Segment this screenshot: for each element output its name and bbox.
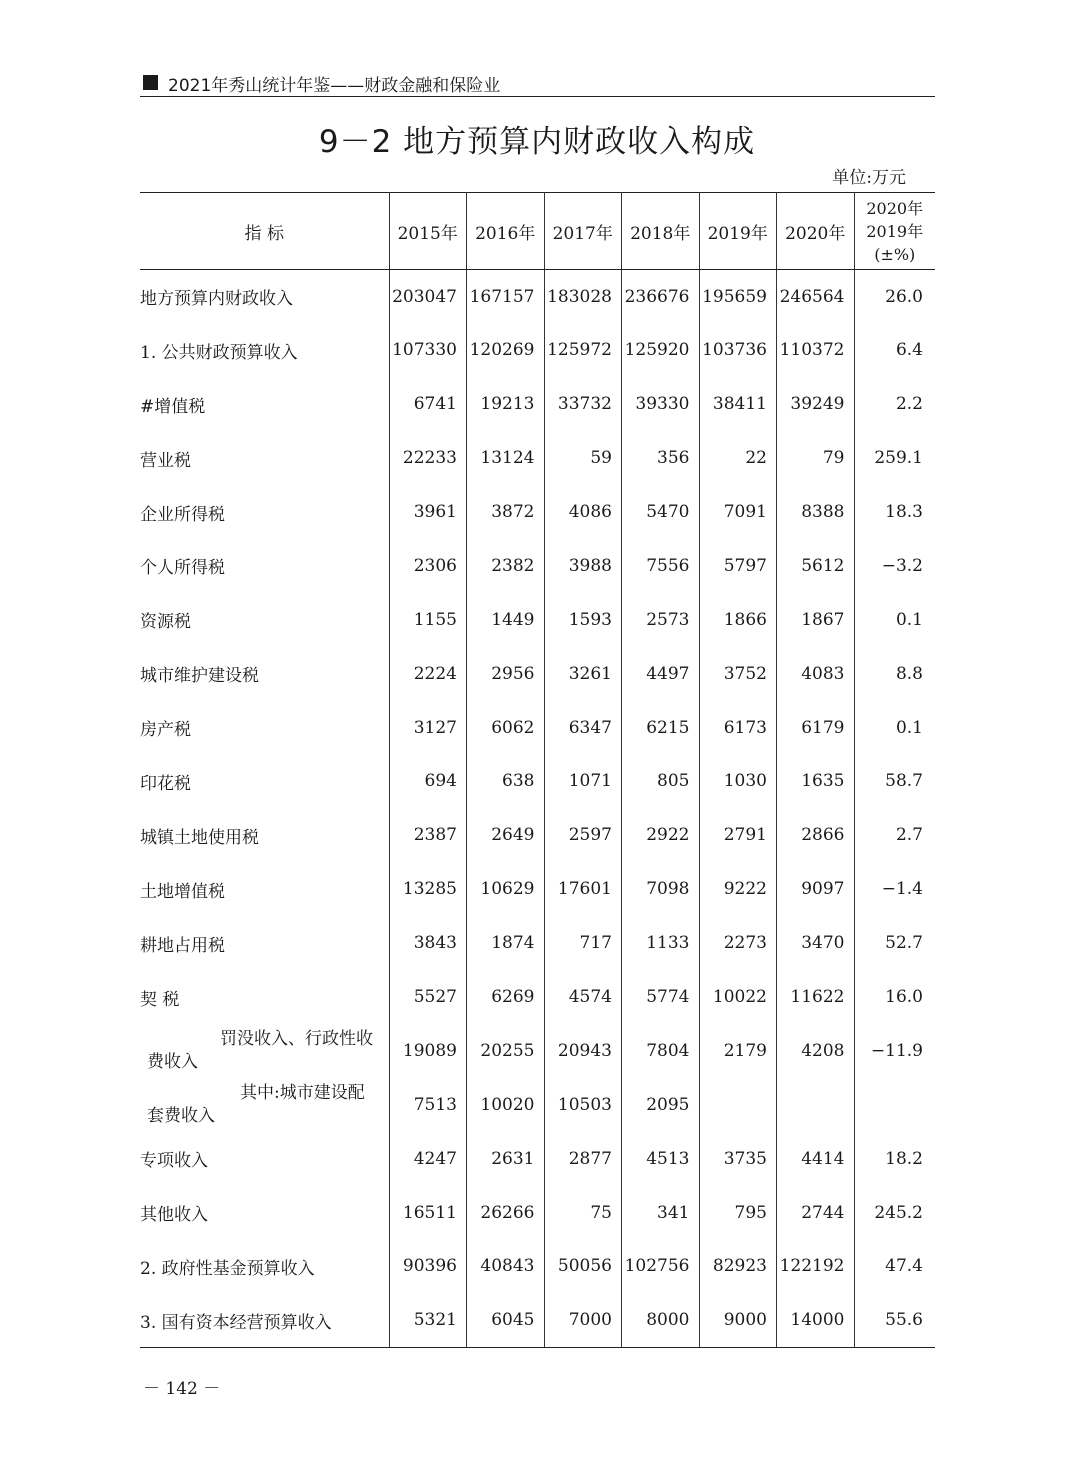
cell-value: 10503 bbox=[544, 1078, 622, 1132]
cell-value: 39330 bbox=[622, 377, 700, 431]
table-row bbox=[140, 1293, 935, 1347]
cell-value: 2922 bbox=[622, 808, 700, 862]
cell-value: 7804 bbox=[622, 1024, 700, 1078]
header-year: 2017年 bbox=[544, 193, 622, 270]
table-row bbox=[140, 862, 935, 916]
cell-value: 20255 bbox=[467, 1024, 545, 1078]
header-year: 2015年 bbox=[389, 193, 467, 270]
cell-value: 22233 bbox=[389, 431, 467, 485]
cell-value: 125972 bbox=[544, 323, 622, 377]
cell-change: 52.7 bbox=[885, 933, 923, 954]
table-row bbox=[140, 916, 935, 970]
cell-value: 3843 bbox=[389, 916, 467, 970]
cell-value: 4086 bbox=[544, 485, 622, 539]
cell-value: 2179 bbox=[699, 1024, 777, 1078]
cell-value: 6347 bbox=[544, 701, 622, 755]
cell-value: 1071 bbox=[544, 755, 622, 809]
cell-value: 638 bbox=[467, 755, 545, 809]
row-label: 耕地占用税 bbox=[140, 916, 389, 970]
cell-value: 2306 bbox=[389, 539, 467, 593]
cell-value: 3988 bbox=[544, 539, 622, 593]
table-row bbox=[140, 1078, 935, 1132]
cell-value: 7556 bbox=[622, 539, 700, 593]
table-row bbox=[140, 808, 935, 862]
cell-value: 4083 bbox=[777, 647, 855, 701]
table-row bbox=[140, 647, 935, 701]
cell-value: 125920 bbox=[622, 323, 700, 377]
cell-value: 195659 bbox=[699, 270, 777, 324]
cell-change: 26.0 bbox=[885, 286, 923, 307]
cell-value: 26266 bbox=[467, 1186, 545, 1240]
row-label: 地方预算内财政收入 bbox=[140, 270, 389, 324]
cell-value: 2095 bbox=[622, 1078, 700, 1132]
cell-value: 1874 bbox=[467, 916, 545, 970]
cell-value: 10629 bbox=[467, 862, 545, 916]
cell-value: 5612 bbox=[777, 539, 855, 593]
cell-value: 82923 bbox=[699, 1240, 777, 1294]
cell-value: 39249 bbox=[777, 377, 855, 431]
cell-value: 2224 bbox=[389, 647, 467, 701]
cell-value: 4497 bbox=[622, 647, 700, 701]
cell-value: 19213 bbox=[467, 377, 545, 431]
table-row bbox=[140, 270, 935, 324]
cell-value: 40843 bbox=[467, 1240, 545, 1294]
row-label: 3. 国有资本经营预算收入 bbox=[140, 1293, 389, 1347]
table-row bbox=[140, 593, 935, 647]
cell-value: 10022 bbox=[699, 970, 777, 1024]
cell-value: 10020 bbox=[467, 1078, 545, 1132]
cell-value: 5470 bbox=[622, 485, 700, 539]
table-row bbox=[140, 485, 935, 539]
header-pct-line1: 2020年 bbox=[866, 198, 924, 218]
table-row bbox=[140, 701, 935, 755]
cell-value: 2791 bbox=[699, 808, 777, 862]
table-row bbox=[140, 431, 935, 485]
cell-value: 75 bbox=[544, 1186, 622, 1240]
header-year: 2019年 bbox=[699, 193, 777, 270]
cell-value: 6062 bbox=[467, 701, 545, 755]
cell-value: 1866 bbox=[699, 593, 777, 647]
row-label: 专项收入 bbox=[140, 1132, 389, 1186]
cell-value: 19089 bbox=[389, 1024, 467, 1078]
unit-label: 单位:万元 bbox=[832, 168, 906, 188]
cell-value: 4247 bbox=[389, 1132, 467, 1186]
row-label: 印花税 bbox=[140, 755, 389, 809]
cell-value: 120269 bbox=[467, 323, 545, 377]
cell-change: −1.4 bbox=[881, 879, 923, 900]
cell-value: 7098 bbox=[622, 862, 700, 916]
cell-value: 8388 bbox=[777, 485, 855, 539]
cell-value: 1867 bbox=[777, 593, 855, 647]
cell-value: 6045 bbox=[467, 1293, 545, 1347]
header-pct-line2: 2019年 bbox=[866, 221, 924, 241]
cell-value: 14000 bbox=[777, 1293, 855, 1347]
row-label bbox=[140, 1078, 389, 1132]
row-label-line1: 其中:城市建设配 bbox=[240, 1082, 365, 1103]
cell-value: 59 bbox=[544, 431, 622, 485]
cell-value: 102756 bbox=[622, 1240, 700, 1294]
cell-change: 0.1 bbox=[895, 609, 923, 630]
table-row bbox=[140, 1132, 935, 1186]
row-label: 契 税 bbox=[140, 970, 389, 1024]
header-year: 2018年 bbox=[622, 193, 700, 270]
row-label: 资源税 bbox=[140, 593, 389, 647]
cell-value: 50056 bbox=[544, 1240, 622, 1294]
revenue-table bbox=[140, 192, 935, 1348]
cell-value: 2273 bbox=[699, 916, 777, 970]
cell-value: 356 bbox=[622, 431, 700, 485]
cell-value: 22 bbox=[699, 431, 777, 485]
cell-value: 110372 bbox=[777, 323, 855, 377]
cell-value: 2956 bbox=[467, 647, 545, 701]
row-label: #增值税 bbox=[140, 377, 389, 431]
cell-value: 90396 bbox=[389, 1240, 467, 1294]
row-label: 城市维护建设税 bbox=[140, 647, 389, 701]
cell-value: 2597 bbox=[544, 808, 622, 862]
cell-value: 5527 bbox=[389, 970, 467, 1024]
row-label: 营业税 bbox=[140, 431, 389, 485]
table-row bbox=[140, 323, 935, 377]
cell-value: 2382 bbox=[467, 539, 545, 593]
cell-change: 0.1 bbox=[895, 717, 923, 738]
cell-value: 20943 bbox=[544, 1024, 622, 1078]
cell-value: 2573 bbox=[622, 593, 700, 647]
cell-value: 38411 bbox=[699, 377, 777, 431]
row-label-line1: 罚没收入、行政性收 bbox=[220, 1028, 373, 1049]
table-row bbox=[140, 377, 935, 431]
cell-change: 47.4 bbox=[885, 1256, 923, 1277]
cell-change: 18.2 bbox=[885, 1148, 923, 1169]
cell-change: −11.9 bbox=[870, 1040, 923, 1061]
row-label-line2: 费收入 bbox=[147, 1051, 198, 1072]
cell-value: 3470 bbox=[777, 916, 855, 970]
cell-value: 7091 bbox=[699, 485, 777, 539]
cell-value: 1593 bbox=[544, 593, 622, 647]
row-label: 房产税 bbox=[140, 701, 389, 755]
cell-value: 236676 bbox=[622, 270, 700, 324]
table-row bbox=[140, 1024, 935, 1078]
cell-change: 8.8 bbox=[895, 663, 923, 684]
cell-value: 13285 bbox=[389, 862, 467, 916]
cell-value: 7000 bbox=[544, 1293, 622, 1347]
cell-change: 2.7 bbox=[895, 825, 923, 846]
header-indicator: 指 标 bbox=[140, 193, 389, 270]
cell-value: 16511 bbox=[389, 1186, 467, 1240]
cell-change: 259.1 bbox=[874, 448, 923, 469]
cell-value: 5774 bbox=[622, 970, 700, 1024]
cell-value: 3735 bbox=[699, 1132, 777, 1186]
cell-value: 17601 bbox=[544, 862, 622, 916]
cell-value: 7513 bbox=[389, 1078, 467, 1132]
row-label: 企业所得税 bbox=[140, 485, 389, 539]
cell-value: 2649 bbox=[467, 808, 545, 862]
table-row bbox=[140, 539, 935, 593]
table-row bbox=[140, 755, 935, 809]
table-row bbox=[140, 970, 935, 1024]
cell-change: 245.2 bbox=[874, 1202, 923, 1223]
cell-value: 9097 bbox=[777, 862, 855, 916]
cell-value: 3752 bbox=[699, 647, 777, 701]
cell-value: 3872 bbox=[467, 485, 545, 539]
header-year: 2020年 bbox=[777, 193, 855, 270]
cell-value: 6173 bbox=[699, 701, 777, 755]
cell-change: 58.7 bbox=[885, 771, 923, 792]
running-head-text: 2021年秀山统计年鉴——财政金融和保险业 bbox=[168, 76, 501, 96]
row-label-line2: 套费收入 bbox=[147, 1105, 215, 1126]
cell-change: 55.6 bbox=[854, 1293, 935, 1347]
cell-value: 2631 bbox=[467, 1132, 545, 1186]
cell-value: 183028 bbox=[544, 270, 622, 324]
cell-value: 3127 bbox=[389, 701, 467, 755]
cell-value: 1449 bbox=[467, 593, 545, 647]
cell-value: 107330 bbox=[389, 323, 467, 377]
cell-value: 122192 bbox=[777, 1240, 855, 1294]
cell-value: 246564 bbox=[777, 270, 855, 324]
header-change-pct bbox=[854, 193, 935, 270]
cell-value: 11622 bbox=[777, 970, 855, 1024]
table-row bbox=[140, 1240, 935, 1294]
cell-change: 6.4 bbox=[895, 340, 923, 361]
cell-value: 3961 bbox=[389, 485, 467, 539]
row-label: 土地增值税 bbox=[140, 862, 389, 916]
cell-value: 103736 bbox=[699, 323, 777, 377]
cell-value: 1133 bbox=[622, 916, 700, 970]
cell-value: 13124 bbox=[467, 431, 545, 485]
cell-value: 6269 bbox=[467, 970, 545, 1024]
cell-value: 4574 bbox=[544, 970, 622, 1024]
cell-value: 6179 bbox=[777, 701, 855, 755]
row-label bbox=[140, 1024, 389, 1078]
cell-change: 18.3 bbox=[885, 502, 923, 522]
cell-value: 2744 bbox=[777, 1186, 855, 1240]
cell-value bbox=[777, 1078, 855, 1132]
cell-value: 2877 bbox=[544, 1132, 622, 1186]
header-year: 2016年 bbox=[467, 193, 545, 270]
row-label: 个人所得税 bbox=[140, 539, 389, 593]
cell-value: 5797 bbox=[699, 539, 777, 593]
cell-value: 6215 bbox=[622, 701, 700, 755]
cell-value: 9000 bbox=[699, 1293, 777, 1347]
cell-value: 795 bbox=[699, 1186, 777, 1240]
cell-change bbox=[854, 1078, 935, 1132]
cell-value: 9222 bbox=[699, 862, 777, 916]
row-label: 城镇土地使用税 bbox=[140, 808, 389, 862]
cell-value: 8000 bbox=[622, 1293, 700, 1347]
cell-value: 717 bbox=[544, 916, 622, 970]
cell-change: 16.0 bbox=[885, 987, 923, 1008]
square-bullet-icon bbox=[143, 75, 158, 90]
cell-value: 694 bbox=[389, 755, 467, 809]
cell-value: 1030 bbox=[699, 755, 777, 809]
cell-change: 2.2 bbox=[895, 394, 923, 415]
cell-value: 805 bbox=[622, 755, 700, 809]
cell-value: 33732 bbox=[544, 377, 622, 431]
row-label: 1. 公共财政预算收入 bbox=[140, 323, 389, 377]
cell-value: 4208 bbox=[777, 1024, 855, 1078]
table-row bbox=[140, 1186, 935, 1240]
running-head bbox=[140, 70, 935, 97]
cell-value: 1155 bbox=[389, 593, 467, 647]
row-label: 2. 政府性基金预算收入 bbox=[140, 1240, 389, 1294]
cell-value: 6741 bbox=[389, 377, 467, 431]
header-pct-line3: (±%) bbox=[874, 244, 916, 264]
cell-value: 203047 bbox=[389, 270, 467, 324]
cell-value: 79 bbox=[777, 431, 855, 485]
cell-value: 4414 bbox=[777, 1132, 855, 1186]
cell-value: 341 bbox=[622, 1186, 700, 1240]
cell-value: 1635 bbox=[777, 755, 855, 809]
page-number: － 142 － bbox=[143, 1379, 221, 1399]
cell-value: 2387 bbox=[389, 808, 467, 862]
cell-value: 167157 bbox=[467, 270, 545, 324]
row-label: 其他收入 bbox=[140, 1186, 389, 1240]
cell-value: 4513 bbox=[622, 1132, 700, 1186]
table-title: 9－2 地方预算内财政收入构成 bbox=[318, 124, 756, 160]
cell-value: 2866 bbox=[777, 808, 855, 862]
cell-value: 3261 bbox=[544, 647, 622, 701]
cell-change: −3.2 bbox=[881, 555, 923, 576]
header-row bbox=[140, 193, 935, 270]
cell-value: 5321 bbox=[389, 1293, 467, 1347]
cell-value bbox=[699, 1078, 777, 1132]
